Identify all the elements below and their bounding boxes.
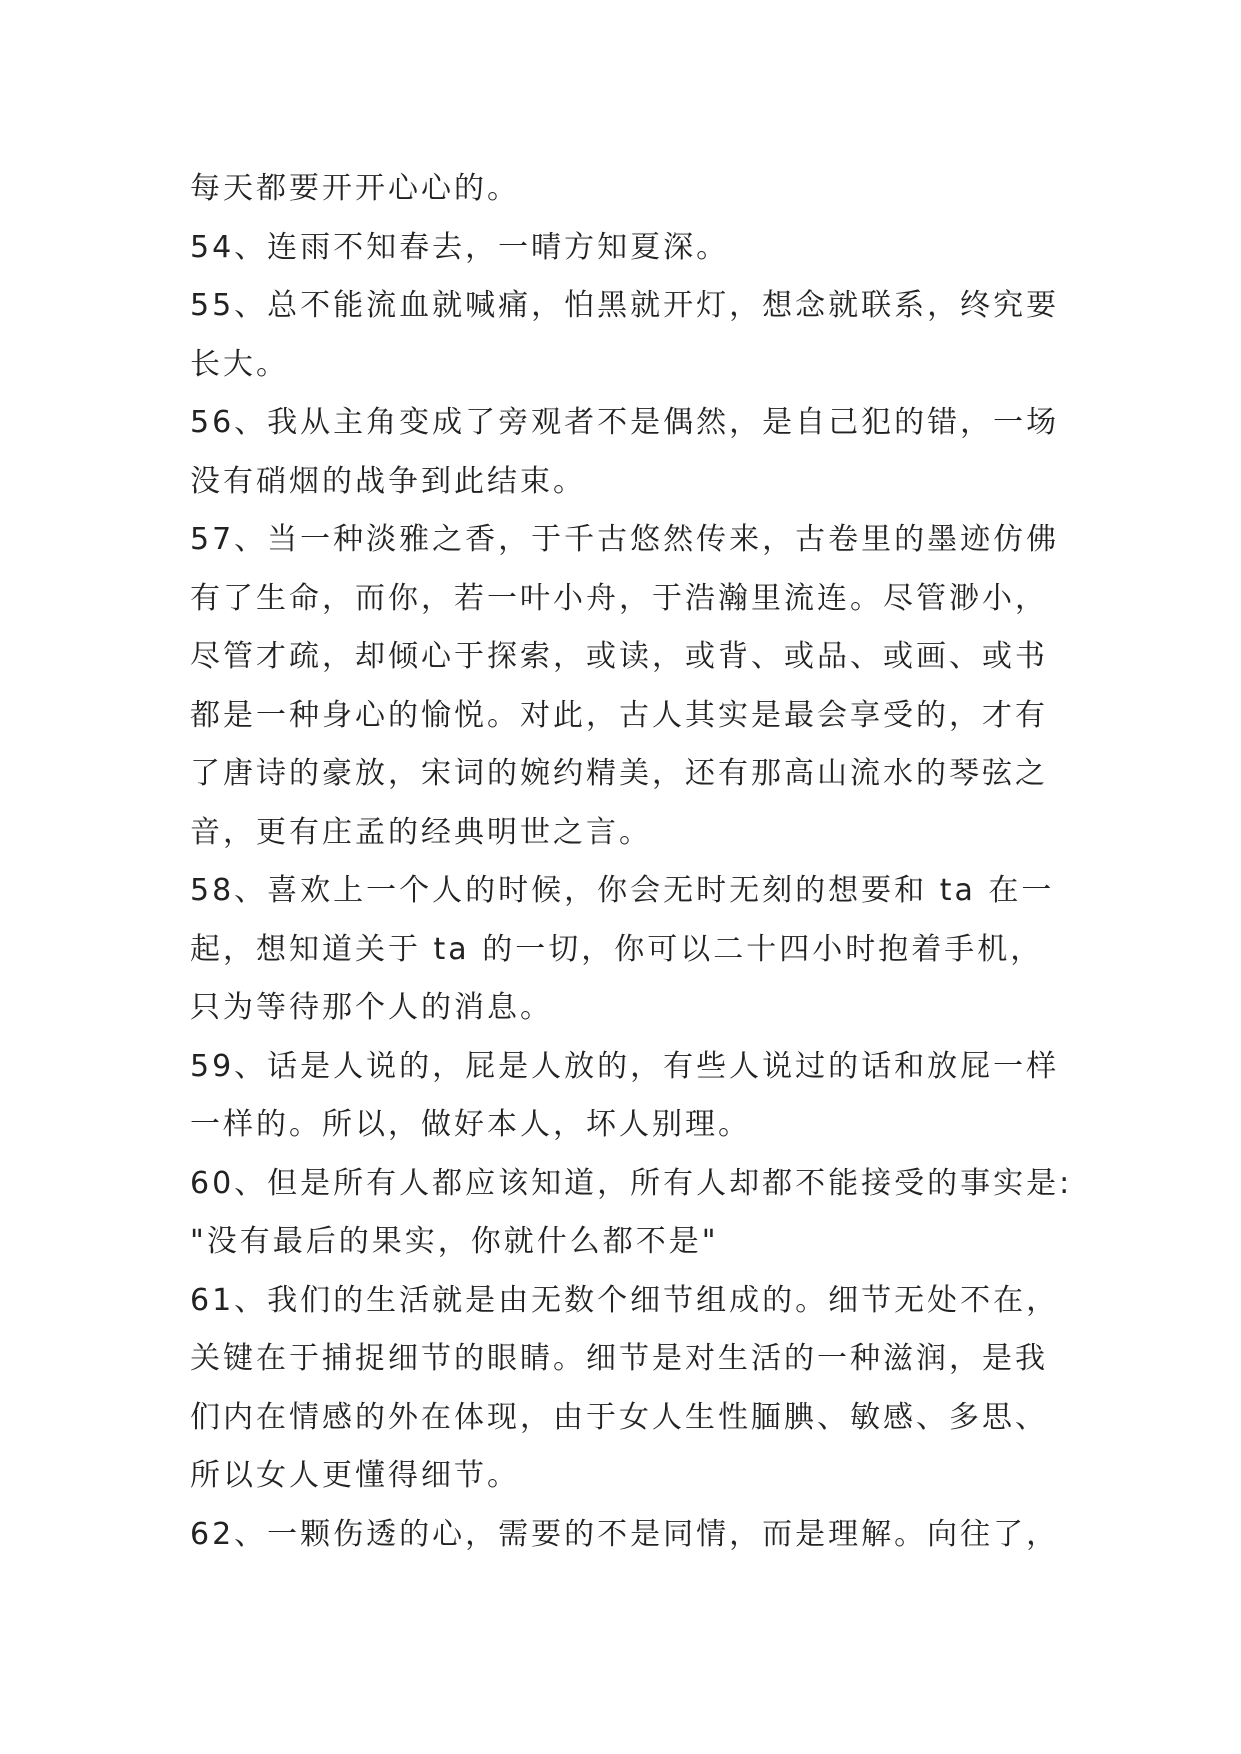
text-line: 54、连雨不知春去，一晴方知夏深。 xyxy=(190,229,730,265)
text-line: 58、喜欢上一个人的时候，你会无时无刻的想要和 ta 在一 xyxy=(190,873,1055,908)
text-line: 尽管才疏，却倾心于探索，或读，或背、或品、或画、或书 xyxy=(190,639,1048,674)
text-line: 只为等待那个人的消息。 xyxy=(190,990,553,1025)
text-line: 关键在于捕捉细节的眼睛。细节是对生活的一种滋润，是我 xyxy=(190,1341,1048,1376)
text-line: 61、我们的生活就是由无数个细节组成的。细节无处不在， xyxy=(190,1282,1060,1318)
text-line: 每天都要开开心心的。 xyxy=(190,171,520,206)
text-line: 都是一种身心的愉悦。对此，古人其实是最会享受的，才有 xyxy=(190,697,1048,733)
text-line: 一样的。所以，做好本人，坏人别理。 xyxy=(190,1107,751,1142)
text-line: 56、我从主角变成了旁观者不是偶然，是自己犯的错，一场 xyxy=(190,405,1060,440)
text-line: 起，想知道关于 ta 的一切，你可以二十四小时抱着手机， xyxy=(190,931,1044,967)
text-line: 了唐诗的豪放，宋词的婉约精美，还有那高山流水的琴弦之 xyxy=(190,756,1048,791)
text-line: 所以女人更懂得细节。 xyxy=(190,1458,520,1493)
text-line: "没有最后的果实，你就什么都不是" xyxy=(190,1224,719,1259)
text-line: 音，更有庄孟的经典明世之言。 xyxy=(190,814,652,850)
text-line: 有了生命，而你，若一叶小舟，于浩瀚里流连。尽管渺小， xyxy=(190,580,1048,616)
text-line: 55、总不能流血就喊痛，怕黑就开灯，想念就联系，终究要 xyxy=(190,288,1060,323)
text-line: 59、话是人说的，屁是人放的，有些人说过的话和放屁一样 xyxy=(190,1048,1060,1084)
text-line: 们内在情感的外在体现，由于女人生性腼腆、敏感、多思、 xyxy=(190,1399,1048,1435)
text-line: 62、一颗伤透的心，需要的不是同情，而是理解。向往了， xyxy=(190,1516,1060,1552)
text-line: 长大。 xyxy=(190,346,289,382)
text-line: 57、当一种淡雅之香，于千古悠然传来，古卷里的墨迹仿佛 xyxy=(190,522,1060,557)
text-line: 没有硝烟的战争到此结束。 xyxy=(190,463,586,499)
text-line: 60、但是所有人都应该知道，所有人却都不能接受的事实是: xyxy=(190,1165,1073,1201)
document-text xyxy=(190,160,1120,1564)
